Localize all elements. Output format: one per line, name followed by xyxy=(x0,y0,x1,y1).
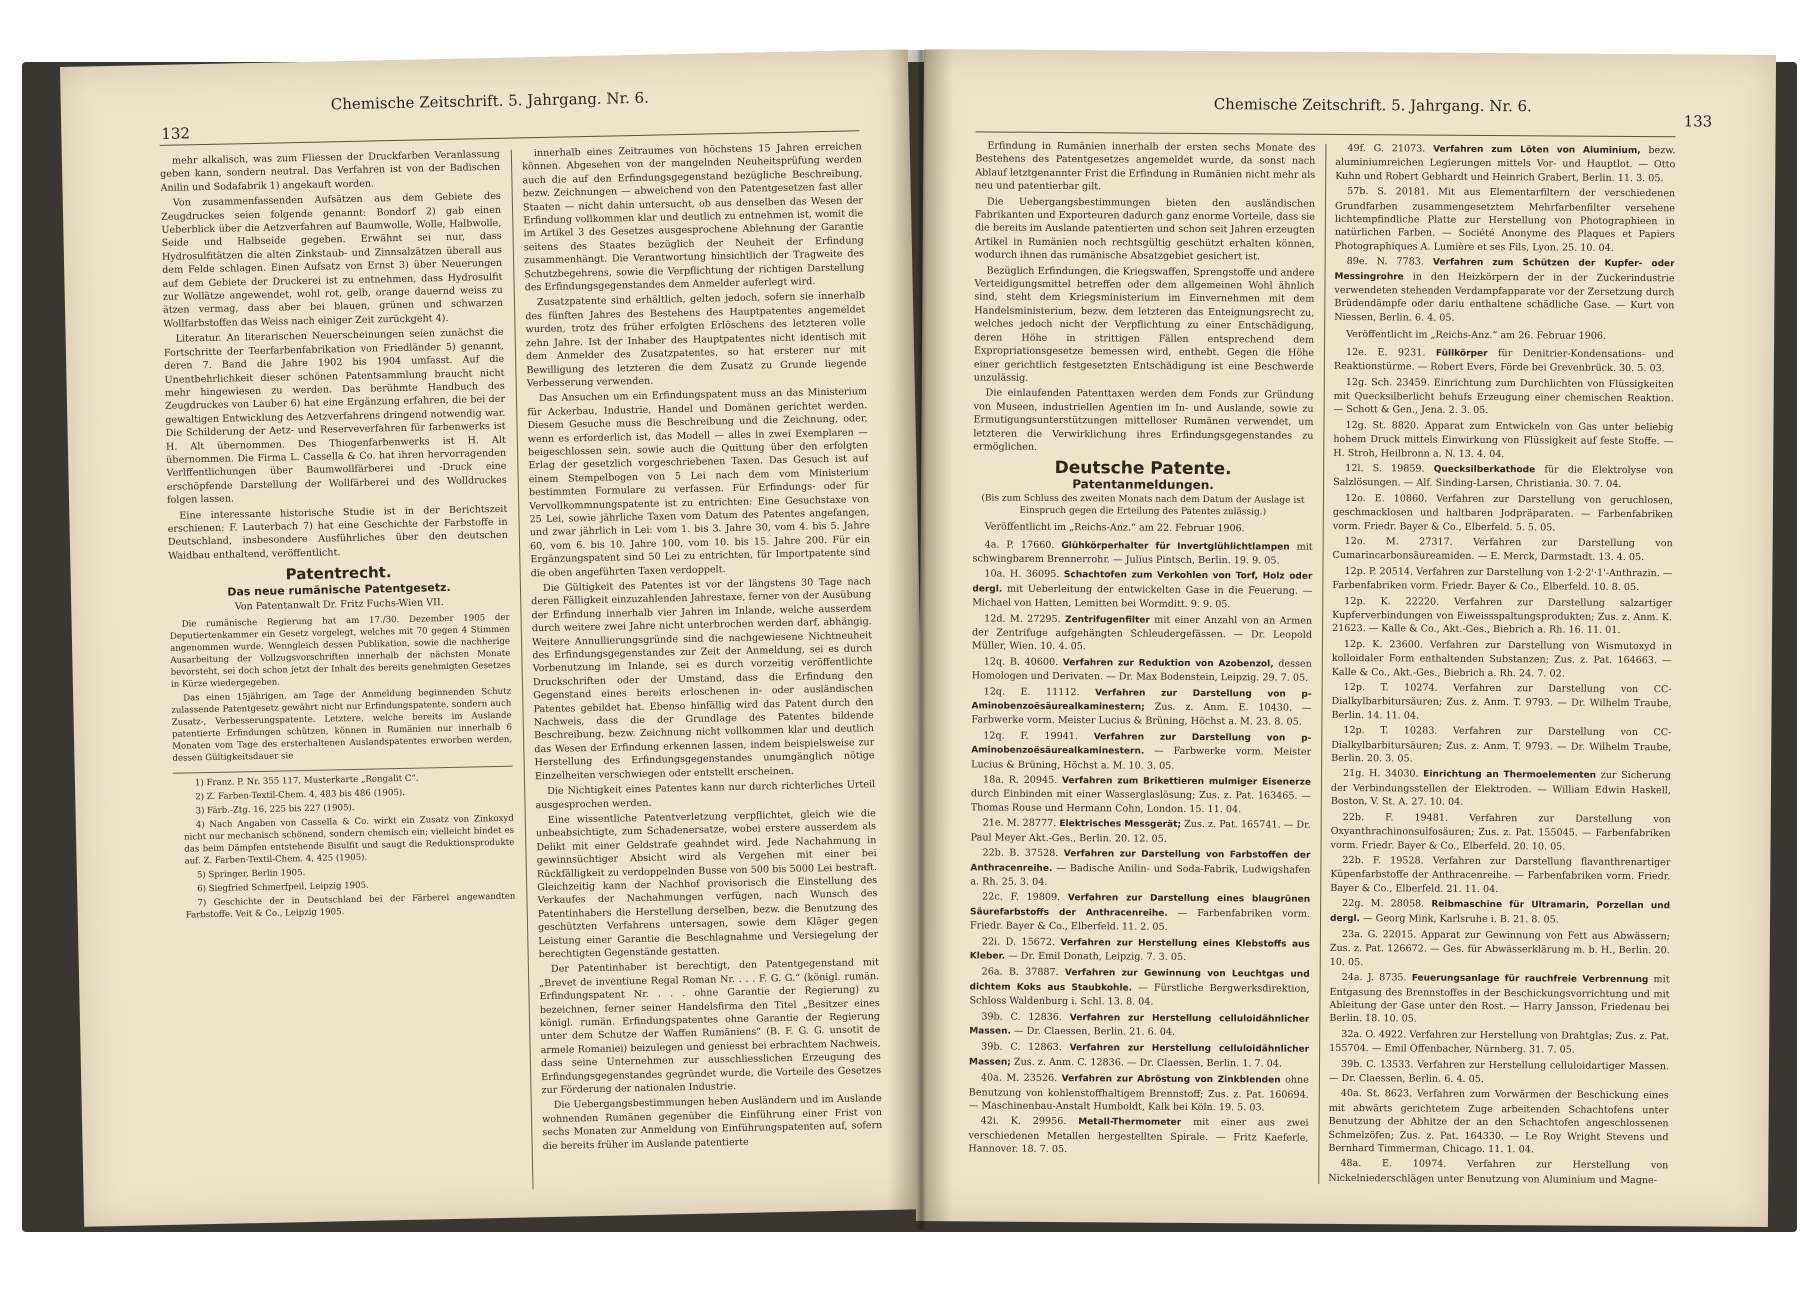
right-page xyxy=(916,49,1776,1227)
patent-number: 39b. C. 12863. xyxy=(981,1041,1062,1054)
patent-number: 12d. M. 27295. xyxy=(984,613,1061,625)
paragraph: Zusatzpatente sind erhältlich, gelten jedoch, sofern sie innerhalb des fünften Jahres des Bestehens des Hauptpatentes angemeldet wurden, trotz des früher erfolgten Erlöschens des letzteren volle zehn Jahre. Ist der Inhaber des Hauptpatentes nicht identisch mit dem Anmelder des Zusatzpatentes, so hat ersterer nur mit Bewilligung des letzteren die dem Zusatz zu Grunde liegende Verbesserung verwenden. xyxy=(525,290,867,390)
patent-number: 32a. O. 4922. xyxy=(1341,1028,1407,1041)
patent-number: 40a. M. 23526. xyxy=(980,1072,1058,1085)
paragraph: Das Ansuchen um ein Erfindungspatent muss an das Ministerium für Ackerbau, Industrie, Handel und Domänen gerichtet werden. Diesem Gesuche muss die Beschreibung und die Zeichnung, oder, wenn es erforderlich ist, das Modell — alles in zwei Exemplaren — beigeschlossen sein, sowie auch die Quittung über den erfolgten Erlag der gesetzlich vorgeschriebenen Taxen. Das Gesuch ist auf einem Stempelbogen von 5 Lei nach dem vom Ministerium bestimmten Formulare zu verfassen. Für Erfindungs- oder für Vervollkommnungspatente ist zu entrichten: Eine Gesuchstaxe von 25 Lei, sowie jährliche Taxen vom Datum des Patentes angefangen, und zwar jährlich in Lei: vom 1. bis 3. Jahre 30, vom 4. bis 5. Jahre 60, vom 6. bis 10. Jahre 100, vom 10. bis 15. Jahre 200. Für ein Ergänzungspatent sind 50 Lei zu entrichten, für Importpatente sind die oben angeführten Taxen verdoppelt. xyxy=(527,386,871,579)
paragraph: Erfindung in Rumänien innerhalb der ersten sechs Monate des Bestehens des Patentgesetzes angemeldet wurde, da sonst nach Ablauf letztgenannter Frist die Erfindung in Rumänien nicht mehr als neu und patentierbar gilt. xyxy=(975,140,1316,193)
patent-number: 12l. S. 19859. xyxy=(1345,462,1425,475)
patent-details: Zus. z. Pat. 165741. — Dr. Paul Meyer Akt.-Ges., Berlin. 20. 12. 05. xyxy=(970,819,1311,845)
patent-entry xyxy=(1334,346,1674,376)
patent-title: Verfahren zur Herstellung celluloidähnlicher Massen. xyxy=(969,1012,1310,1037)
patent-entry xyxy=(1333,492,1673,536)
paragraph: Die Nichtigkeit eines Patentes kann nur durch richterliches Urteil ausgesprochen werden. xyxy=(535,779,876,811)
patent-title: Feuerungsanlage für rauchfreie Verbrennung xyxy=(1411,973,1649,986)
patent-details: — Dr. Claessen, Berlin. 21. 6. 04. xyxy=(1013,1025,1176,1038)
patent-details: Verfahren zur Darstellung salzartiger Kupferverbindungen von Eiweissspaltungsprodukten; Zus. z. Anm. K. 21623. — Kalle & Co., Akt.-Ges., Biebrich a. Rh. 16. 11. 01. xyxy=(1332,596,1673,637)
patent-details: — Badische Anilin- und Soda-Fabrik, Ludwigshafen a. Rh. 25. 3. 04. xyxy=(970,862,1311,888)
patent-details: Verfahren zur Darstellung von geruchlosen, geschmacklosen und haltbaren Jodpräparaten. — Farbenfabriken vorm. Friedr. Bayer & Co., Elberfeld. 5. 5. 05. xyxy=(1332,493,1674,534)
paragraph: Die Uebergangsbestimmungen bieten den ausländischen Fabrikanten und Exporteuren dadurch ganz enorme Vorteile, dass sie die bereits im Auslande patentierten und schon seit Jahren erzeugten Artikel in Rumänien noch rechtsgültig geschützt erhalten können, wodurch ihnen das rumänische Absatzgebiet gesichert ist. xyxy=(974,196,1316,263)
patent-number: 12q. F. 19941. xyxy=(983,730,1079,742)
patent-details: mit schwingbarem Brennerrohr. — Julius Pintsch, Berlin. 19. 9. 05. xyxy=(972,541,1313,567)
right-header-rule xyxy=(976,131,1676,137)
patent-details: Apparat zum Entwickeln von Gas unter beliebig hohem Druck mittels Einwirkung von Flüssigkeit auf feste Stoffe. — H. Stroh, Heilbronn a. N. 13. 4. 04. xyxy=(1333,420,1674,460)
right-column-2 xyxy=(1328,142,1675,1204)
patent-number: 24a. J. 8735. xyxy=(1341,972,1407,984)
patent-details: — Farbenfabriken vorm. Friedr. Bayer & Co., Elberfeld. 11. 2. 05. xyxy=(969,907,1311,933)
patent-details: Zus. z. Anm. E. 10430. — Farbwerke vorm. Meister Lucius & Brüning, Höchst a. M. 23. 8. 05. xyxy=(971,701,1312,729)
patent-entry xyxy=(1334,375,1674,419)
patent-number: 12p. K. 22220. xyxy=(1344,595,1440,608)
patent-entry xyxy=(969,966,1309,1011)
paragraph: Das einen 15jährigen, am Tage der Anmeldung beginnenden Schutz zulassende Patentgesetz gewährt nicht nur Erfindungspatente, sondern auch Zusatz-, Verbesserungspatente. Letztere, welche bereits im Auslande patentierte Erfindungen schützen, können in Rumänien nur innerhalb 6 Monaten vom Tage des ersterhaltenen Auslandspatentes erworben werden, dessen Gültigkeitsdauer sie xyxy=(171,687,513,765)
patent-entry xyxy=(1330,854,1670,898)
patent-title: Verfahren zur Herstellung eines Klebstoffs aus Kleber. xyxy=(969,937,1310,962)
patent-number: 49f. G. 21073. xyxy=(1347,142,1426,155)
patent-title: Verfahren zum Brikettieren mulmiger Eisenerze xyxy=(1062,776,1312,788)
patent-number: 21g. H. 34030. xyxy=(1343,768,1419,780)
right-page-header: Chemische Zeitschrift. 5. Jahrgang. Nr. 6. xyxy=(1213,95,1532,116)
patent-details: Verfahren zur Darstellung von CC-Dialkylbarbitursäuren; Zus. z. Anm. T. 9793. — Dr. Wilhelm Traube, Berlin. 14. 11. 04. xyxy=(1331,682,1672,722)
paragraph: Die rumänische Regierung hat am 17./30. Dezember 1905 der Deputiertenkammer ein Gesetz vorgelegt, welches mit 70 gegen 4 Stimmen angenommen wurde. Wenngleich dessen Publikation, sowie die nachherige Ausarbeitung der Vollzugsvorschriften innerhalb der nächsten Monate bevorsteht, sei doch schon jetzt der Inhalt des bereits genehmigten Gesetzes in Kürze wiedergegeben. xyxy=(169,613,511,691)
patent-number: 48a. E. 10974. xyxy=(1340,1158,1447,1171)
section-subtitle: Das neue rumänische Patentgesetz. xyxy=(227,580,451,599)
left-page-number: 132 xyxy=(161,124,191,143)
right-column-1 xyxy=(968,139,1315,1201)
patent-details: Verfahren zur Darstellung von Cumarincarbonsäureamiden. — E. Merck, Darmstadt. 13. 4. 05. xyxy=(1332,536,1673,564)
paragraph: mehr alkalisch, was zum Fliessen der Druckfarben Veranlassung geben kann, sondern neutral. Das Verfahren ist von der Badischen Anilin und Sodafabrik 1) angekauft worden. xyxy=(160,148,501,194)
patent-details: für die Elektrolyse von Salzlösungen. — Alf. Sinding-Larsen, Christiania. 30. 7. 04. xyxy=(1333,464,1674,491)
patent-entry xyxy=(1332,638,1672,682)
paragraph: Der Patentinhaber ist berechtigt, den Patentgegenstand mit „Brevet de inventiune Regal Roman Nr. . . . F. G. G.“ (königl. rumän. Erfindungspatent Nr. . . . ohne Garantie der Regierung) zu bezeichnen, ferner seiner Handelsfirma den Titel „Besitzer eines königl. rumän. Erfindungspatentes ohne Garantie der Regierung unter dem Schutze der Waffen Rumäniens“ (B. F. G. G. unsotit de armele Romaniei) beizulegen und geniesst bei erbrachtem Nachweis, dass seine Unternehmen zur ausschliesslichen Erzeugung des Erfindungsgegenstandes gegründet wurde, die Vorteile des Gesetzes zur Förderung der nationalen Industrie. xyxy=(539,957,882,1097)
patent-details: mit Entgasung des Brennstoffes in der Beschickungsvorrichtung und mit Ableitung der Gase unter den Rost. — Harry Jansson, Friedenau bei Berlin. 18. 10. 05. xyxy=(1329,974,1670,1025)
paragraph: Eine interessante historische Studie ist in der Berichtszeit erschienen: F. Lauterbach 7) hat eine Geschichte der Farbstoffe in Deutschland, insbesondere Ausführliches über den deutschen Waidbau enthaltend, veröffentlicht. xyxy=(167,503,508,562)
footnote: 3) Färb.-Ztg. 16, 225 bis 227 (1905). xyxy=(195,803,355,817)
patent-list xyxy=(1328,346,1674,1188)
book-gutter xyxy=(888,50,952,1230)
patent-entry xyxy=(1332,594,1672,638)
patent-number: 18a. R. 20945. xyxy=(982,774,1058,787)
patent-entry xyxy=(1333,419,1673,463)
author-byline: Von Patentanwalt Dr. Fritz Fuchs-Wien VII. xyxy=(234,597,444,613)
patent-details: Verfahren zur Darstellung flavanthrenartiger Küpenfarbstoffe der Anthracenreihe. — Farbenfabriken vorm. Friedr. Bayer & Co., Elberfeld. 21. 11. 04. xyxy=(1330,855,1671,895)
patent-details: in den Heizkörpern der in der Zuckerindustrie verwendeten stehenden Verdampfapparate vor der Zersetzung durch Brüdendämpfe oder dariu enthaltene schädliche Gase. — Kurt von Niessen, Berlin. 6. 4. 05. xyxy=(1334,271,1675,324)
patent-entry xyxy=(1333,462,1673,492)
patent-entry xyxy=(971,817,1311,847)
patent-entry xyxy=(1328,1157,1668,1187)
patent-entry xyxy=(972,568,1312,613)
patent-entry xyxy=(1330,897,1670,928)
patent-title: Verfahren zum Schützen der Kupfer- oder Messingrohre xyxy=(1334,257,1675,283)
patent-entry xyxy=(970,846,1310,891)
patent-number: 12p. K. 23600. xyxy=(1343,638,1424,651)
left-column-1 xyxy=(160,148,522,1205)
patent-title: Verfahren zur Darstellung von p-Aminobenzoësäurealkaminestern. xyxy=(971,732,1312,757)
publication-date-line: Veröffentlicht im „Reichs-Anz.“ am 22. Februar 1906. xyxy=(984,521,1245,535)
patent-details: Apparat zur Gewinnung von Fett aus Abwässern; Zus. z. Pat. 126672. — Ges. für Abwässerklärung m. b. H., Berlin. 20. 10. 05. xyxy=(1329,929,1670,968)
patent-entry xyxy=(971,729,1311,774)
patent-title: Verfahren zur Herstellung celluloidähnlicher Massen; xyxy=(968,1043,1310,1068)
footnote: 4) Nach Angaben von Cassella & Co. wirkt ein Zusatz von Zinkoxyd nicht nur mechanisch schönend, sondern chemisch ein; vielleicht bindet es das beim Dämpfen entstehende Bisulfit und saugt die Reduktionsprodukte auf. Z. Farben-Textil-Chem. 4, 425 (1905). xyxy=(184,814,515,867)
patent-number: 22i. D. 15672. xyxy=(981,935,1056,948)
patent-title: Schachtofen zum Verkohlen von Torf, Holz oder dergl. xyxy=(972,570,1313,595)
objection-note: (Bis zum Schluss des zweiten Monats nach dem Datum der Auslage ist Einspruch gegen die Erteilung des Patentes zulässig.) xyxy=(981,493,1305,518)
section-subtitle: Patentanmeldungen. xyxy=(1072,476,1214,492)
footnote: 5) Springer, Berlin 1905. xyxy=(196,868,306,881)
patent-details: Einrichtung zum Durchlichten von Flüssigkeiten mit Quecksilberlicht behufs Erzeugung einer chemischen Reaktion. — Schott & Gen., Jena. 2. 3. 05. xyxy=(1333,377,1674,417)
patent-number: 89e. N. 7783. xyxy=(1346,256,1424,268)
patent-number: 12q. E. 11112. xyxy=(983,686,1080,698)
patent-title: Elektrisches Messgerät; xyxy=(1059,819,1182,831)
patent-title: Einrichtung an Thermoelementen xyxy=(1423,770,1597,782)
patent-title: Verfahren zum Löten von Aluminium, xyxy=(1433,144,1641,157)
patent-details: Verfahren zur Herstellung von Nickelniederschlägen unter Benutzung von Aluminium und Magne- xyxy=(1328,1159,1669,1187)
left-page-header: Chemische Zeitschrift. 5. Jahrgang. Nr. 6. xyxy=(330,88,650,114)
patent-title: Verfahren zur Gewinnung von Leuchtgas und dichtem Koks aus Staubkohle. xyxy=(969,968,1310,994)
patent-number: 57b. S. 20181. xyxy=(1347,186,1430,198)
patent-entry xyxy=(970,891,1310,936)
patent-number: 12p. T. 10283. xyxy=(1343,725,1438,737)
left-column-2 xyxy=(522,140,884,1197)
patent-details: ohne Benutzung von kohlenstoffhaltigem Brennstoff; Zus. z. Pat. 160694. — Maschinenbau-Anstalt Humboldt, Kalk bei Köln. 19. 5. 03. xyxy=(968,1074,1309,1114)
patent-entry xyxy=(969,1072,1309,1116)
paragraph: Die einlaufenden Patenttaxen werden dem Fonds zur Gründung von Museen, industriellen Agentien im In- und Auslande, sowie zu Ermutigungsunterstützungen mittelloser Rumänen verwendet, um letzteren die Verwirklichung ihres Erfindungsgegenstandes zu ermöglichen. xyxy=(973,387,1314,453)
patent-list xyxy=(1334,142,1675,327)
patent-details: Verfahren zum Vorwärmen der Beschickung eines mit abwärts gerichtetem Zuge arbeitenden Schachtofens unter Benutzung der Abhitze der an den Schachtofen angeschlossenen Schmelzöfen; Zus. z. Pat. 164330. — Le Roy Wright Stevens und Bernhard Timmerman, Chicago. 11. 1. 04. xyxy=(1328,1088,1669,1156)
patent-number: 22b. F. 19481. xyxy=(1342,811,1449,824)
patent-title: Quecksilberkathode xyxy=(1433,464,1536,476)
patent-entry xyxy=(1329,1057,1669,1087)
patent-entry xyxy=(969,1041,1309,1072)
patent-title: Zentrifugenfilter xyxy=(1065,614,1150,626)
patent-title: Reibmaschine für Ultramarin, Porzellan und dergl. xyxy=(1330,899,1671,924)
patent-title: Verfahren zur Reduktion von Azobenzol, xyxy=(1062,657,1274,670)
patent-entry xyxy=(1331,724,1671,768)
patent-entry xyxy=(1331,767,1671,811)
patent-details: — Georg Mink, Karlsruhe i. B. 21. 8. 05. xyxy=(1363,912,1559,926)
patent-entry xyxy=(971,773,1311,817)
patent-details: Zus. z. Anm. C. 12836. — Dr. Claessen, Berlin. 1. 7. 04. xyxy=(1013,1056,1283,1070)
patent-details: dessen Homologen und Derivaten. — Dr. Max Bodenstein, Leipzig. 29. 7. 05. xyxy=(971,658,1312,684)
patent-title: Glühkörperhalter für Invertglühlichtlampen xyxy=(1061,540,1290,553)
footnote: 6) Siegfried Schmerfpeil, Leipzig 1905. xyxy=(197,881,369,895)
patent-number: 12p. T. 10274. xyxy=(1343,682,1438,694)
patent-number: 12o. E. 10860. xyxy=(1344,492,1428,505)
patent-details: für Denitrier-Kondensations- und Reaktionstürme. — Robert Evers, Förde bei Grevenbrück. 30. 5. 03. xyxy=(1333,347,1675,375)
footnote: 2) Z. Farben-Textil-Chem. 4, 483 bis 486 (1905). xyxy=(195,788,406,803)
patent-title: Füllkörper xyxy=(1435,348,1488,359)
patent-details: mit Ueberleitung der entwickelten Gase in die Feuerung. — Michael von Hatten, Lemitten bei Wormditt. 9. 9. 05. xyxy=(972,583,1313,611)
patent-number: 40a. St. 8623. xyxy=(1340,1088,1413,1100)
footnote: 1) Franz. P. Nr. 355 117, Musterkarte „Rongalit C“. xyxy=(194,774,419,789)
patent-number: 12g. Sch. 23459. xyxy=(1345,376,1430,389)
patent-entry xyxy=(970,935,1310,966)
patent-title: Verfahren zur Abröstung von Zinkblenden xyxy=(1061,1074,1281,1086)
patent-title: Metall-Thermometer xyxy=(1078,1117,1182,1129)
patent-list xyxy=(968,538,1312,1158)
patent-details: durch Einbinden mit einer Wasserglaslösung; Zus. z. Pat. 163465. — Thomas Rouse und Hermann Cohn, London. 15. 11. 04. xyxy=(970,788,1311,816)
patent-entry xyxy=(1335,142,1675,186)
patent-details: Verfahren zur Darstellung von Oxyanthrachinonsulfosäuren; Zus. z. Pat. 155045. — Farbenfabriken vorm. Friedr. Bayer & Co., Elberfeld. 20. 10. 05. xyxy=(1330,812,1671,853)
paragraph: Bezüglich Erfindungen, die Kriegswaffen, Sprengstoffe und andere Verteidigungsmittel betreffen oder dem allgemeinen Wohl ähnlich sind, steht dem Kriegsministerium im Einvernehmen mit dem Handelsministerium, bezw. dem letzteren das Enteignungsrecht zu, welches jedoch nicht der Verpflichtung zu einer Entschädigung, deren Höhe in strittigen Fällen entsprechend dem Expropriationsgesetze bemessen wird, enthebt. Gegen die Höhe einer gerichtlich festgesetzten Entschädigung ist eine Beschwerde unzulässig. xyxy=(973,265,1315,384)
patent-details: bezw. aluminiumreichen Legierungen mittels Vor- und Hauptlot. — Otto Kuhn und Robert Gebhardt und Heinrich Grabert, Berlin. 11. 3. 05. xyxy=(1335,145,1676,185)
patent-details: Verfahren zur Darstellung von Wismutoxyd in kolloidaler Form enthaltenden Substanzen; Zus. z. Pat. 164663. — Kalle & Co., Akt.-Ges., Biebrich a. Rh. 24. 7. 02. xyxy=(1331,639,1672,680)
publication-date-line: Veröffentlicht im „Reichs-Anz.“ am 26. Februar 1906. xyxy=(1346,329,1607,343)
patent-number: 12p. P. 20514. xyxy=(1344,565,1414,578)
patent-entry xyxy=(972,538,1312,568)
patent-entry xyxy=(1335,185,1675,255)
paragraph: innerhalb eines Zeitraumes von höchstens 15 Jahren erreichen können. Abgesehen von der mangelnden Neuheitsprüfung werden auch die auf den Erfindungsgegenstand bezügliche Beschreibung, bezw. Zeichnungen — abweichend von den Patentgesetzen fast aller Staaten — nicht dahin untersucht, ob aus denselben das Wesen der Erfindung vollkommen klar und deutlich zu entnehmen ist, womit die im Artikel 3 des Gesetzes ausgesprochene Ablehnung der Garantie seitens des Staates bezüglich der Neuheit der Erfindung zusammenhängt. Die Verantwortung hinsichtlich der Tragweite des Schutzbegehrens, sowie die Verpflichtung der richtigen Darstellung des Erfindungsgegenstandes dem Anmelder auferlegt wird. xyxy=(522,141,865,294)
patent-details: — Dr. Emil Donath, Leipzig. 7. 3. 05. xyxy=(1008,950,1187,963)
patent-title: Verfahren zur Darstellung eines blaugrünen Säurefarbstoffs der Anthracenreihe. xyxy=(970,893,1311,919)
patent-number: 12e. E. 9231. xyxy=(1345,346,1426,359)
paragraph: Die Gültigkeit des Patentes ist vor der längstens 30 Tage nach deren Fälligkeit einzuzahlenden Jahrestaxe, ferner von der Ausübung der Erfindung innerhalb vier Jahren im Inlande, welche ausserdem durch weitere zwei Jahre nicht unterbrochen werden darf, abhängig. Weitere Annullierungsgründe sind die nachgewiesene Nichtneuheit des Erfindungsgegenstandes zur Zeit der Anmeldung, sei es durch Vorbenutzung im Inlande, sei es durch vorzeitig veröffentlichte Druckschriften oder der Umstand, dass die Erfindung den Gegenstand eines bereits erloschenen in- oder ausländischen Patentes gebildet hat. Ebenso hinfällig wird das Patent durch den Nachweis, dass die der Grundlage des Patentes bildende Beschreibung, bezw. Zeichnung nicht vollkommen klar und deutlich das Wesen der Erfindung erkennen lassen, indem beispielsweise zur Herstellung des Erfindungsgegenstandes unumgänglich nötige Einzelheiten verschwiegen oder entstellt erscheinen. xyxy=(531,576,875,782)
patent-number: 39b. C. 13533. xyxy=(1340,1058,1414,1071)
patent-number: 22c. F. 19809. xyxy=(982,891,1061,904)
patent-details: zur Sicherung der Verbindungsstellen der Elektroden. — William Edwin Haskell, Boston, V. St. A. 27. 10. 04. xyxy=(1330,770,1672,809)
patent-number: 4a. P. 17660. xyxy=(984,539,1055,551)
patent-entry xyxy=(971,685,1311,730)
patent-details: — Fürstliche Bergwerksdirektion, Schloss Waldenburg i. Schl. 13. 8. 04. xyxy=(969,982,1310,1008)
patent-entry xyxy=(1331,811,1671,855)
patent-entry xyxy=(1332,565,1672,595)
patent-entry xyxy=(1331,681,1671,725)
patent-details: Verfahren zur Darstellung von CC-Dialkylbarbitursäuren; Zus. z. Anm. T. 9793. — Dr. Wilhelm Traube, Berlin. 20. 3. 05. xyxy=(1331,725,1672,765)
paragraph: Die Uebergangsbestimmungen heben Ausländern und im Auslande wohnenden Rumänen gegenüber die Einführung einer Frist von sechs Monaten zur Anmeldung von Einführungspatenten auf, sofern die bereits früher im Auslande patentierte xyxy=(541,1093,883,1152)
patent-number: 21e. M. 28777. xyxy=(982,817,1057,830)
paragraph: Eine wissentliche Patentverletzung verpflichtet, gleich wie die unbeabsichtigte, zum Schadenersatze, wobei erstere ausserdem als Delikt mit einer Geldstrafe geahndet wird. Jede Nachahmung in gewinnsüchtiger Absicht wird als Vergehen mit einer bei Rückfälligkeit zu verdoppelnden Busse von 500 bis 5000 Lei bestraft. Gleichzeitig kann der Nachhof provisorisch die Einstellung des Verkaufes der Nachahmungen verfügen, nach Wunsch des Patentinhabers die Herstellung derselben, bezw. die Benutzung des geschützten Verfahrens untersagen, sowie dem Kläger gegen Leistung einer Garantie die Beschlagnahme und Versiegelung der berechtigten Gegenstände gestatten. xyxy=(535,807,879,961)
patent-entry xyxy=(1330,928,1670,972)
paragraph: Von zusammenfassenden Aufsätzen aus dem Gebiete des Zeugdruckes seien folgende genannt: Bondorf 2) gab einen Ueberblick über die Aetzverfahren auf Baumwolle, Wolle, Halbwolle, Seide und Halbseide gegeben. Erwähnt sei nur, dass Hydrosulfitätzen die alten Zinkstaub- und Zinnsalzätzen überall aus dem Felde schlagen. Einen Aufsatz von Ernst 3) über Neuerungen auf dem Gebiete der Druckerei ist zu entnehmen, dass Hydrosulfit zur Wollätze angewendet, wohl rot, gelb, orange dauernd weiss zu ätzen vermag, dass aber bei blauen, grünen und schwarzen Wollfarbstoffen das Weiss nach einiger Zeit zurückgeht 4). xyxy=(160,191,504,330)
patent-number: 12g. St. 8820. xyxy=(1345,419,1420,432)
patent-number: 42i. K. 29956. xyxy=(980,1115,1067,1128)
patent-details: Verfahren zur Darstellung von 1·2·2'·1'-Anthrazin. — Farbenfabriken vorm. Friedr. Bayer & Co., Elberfeld. 10. 8. 05. xyxy=(1332,566,1673,594)
patent-entry xyxy=(1328,1087,1668,1157)
patent-entry xyxy=(968,1115,1308,1159)
section-title-deutsche-patente: Deutsche Patente. xyxy=(1054,458,1232,480)
patent-title: Verfahren zur Darstellung von p-Aminobenzoësäurealkaminestern; xyxy=(971,687,1312,713)
patent-details: — Farbwerke vorm. Meister Lucius & Brüning, Höchst a. M. 10. 3. 05. xyxy=(971,745,1312,772)
patent-number: 12q. B. 40600. xyxy=(983,656,1059,668)
patent-entry xyxy=(972,655,1312,685)
paragraph: Literatur. An literarischen Neuerscheinungen seien zunächst die Fortschritte der Teerfarbenfabrikation von Friedländer 5) genannt, deren 7. Band die Jahre 1902 bis 1904 umfasst. Auf die Unentbehrlichkeit dieser schönen Patentsammlung braucht nicht mehr hingewiesen zu werden. Das berühmte Handbuch des Zeugdruckes von Lauber 6) hat eine Ergänzung erfahren, die bei der gewaltigen Entwicklung des Aetzverfahrens dringend notwendig war. Die Schilderung der Aetz- und Reserveverfahren für farbenwerks ist H. Alt übernommen. Des Thiogenfarbenwerks ist H. Alt übernommen. Die Firma L. Cassella & Co. hat ihren hervorragenden Verlffentlichungen über Baumwollfärberei und -Druck eine erschöpfende Darstellung der Wollfärberei und des Wolldruckes folgen lassen. xyxy=(163,327,507,507)
column-divider xyxy=(1318,144,1326,1184)
footnote: 7) Geschichte der in Deutschland bei der Färberei angewandten Farbstoffe. Veit & Co., Leipzig 1905. xyxy=(185,892,516,921)
patent-entry xyxy=(1329,1028,1669,1058)
patent-number: 39b. C. 12836. xyxy=(981,1011,1063,1023)
patent-title: Verfahren zur Darstellung von Farbstoffen der Anthracenreihe. xyxy=(970,849,1311,874)
patent-number: 22g. M. 28058. xyxy=(1342,898,1425,910)
patent-entry xyxy=(1333,535,1673,565)
patent-details: mit einer Anzahl von an Armen der Zentrifuge aufgehängten Schleudergefässen. — Dr. Leopold Müller, Wien. 10. 4. 05. xyxy=(971,614,1313,653)
patent-details: Mit aus Elementarfiltern der verschiedenen Grundfarben zusammengesetztem Mehrfarbenfilter versehene lichtempfindliche Platte zur Herstellung von Photographieen in natürlichen Farben. — Société Anonyme des Plaques et Papiers Photographiques A. Lumière et ses Fils, Lyon. 25. 10. 04. xyxy=(1334,186,1676,254)
footnotes xyxy=(173,766,516,922)
patent-entry xyxy=(1334,255,1674,326)
patent-entry xyxy=(972,612,1312,656)
section-title-patentrecht: Patentrecht. xyxy=(285,563,392,584)
patent-entry xyxy=(1329,971,1669,1028)
patent-number: 12o. M. 27317. xyxy=(1344,535,1453,548)
patent-entry xyxy=(969,1010,1309,1041)
patent-number: 10a. H. 36095. xyxy=(984,568,1060,581)
patent-number: 26a. B. 37887. xyxy=(981,966,1059,979)
patent-number: 22b. B. 37528. xyxy=(982,847,1059,860)
patent-details: Verfahren zur Herstellung von Drahtglas; Zus. z. Pat. 155704. — Emil Offenbacher, Nürnberg. 31. 7. 05. xyxy=(1329,1029,1670,1056)
patent-number: 23a. G. 22015. xyxy=(1341,928,1417,941)
left-page xyxy=(60,49,932,1227)
patent-number: 22b. F. 19528. xyxy=(1342,854,1424,867)
patent-details: Verfahren zur Herstellung celluloidartiger Massen. — Dr. Claessen, Berlin. 6. 4. 05. xyxy=(1328,1059,1670,1085)
patent-details: mit einer aus zwei verschiedenen Metallen hergestellten Spirale. — Fritz Kaeferle, Hannover. 18. 7. 05. xyxy=(968,1117,1309,1156)
right-page-number: 133 xyxy=(1683,112,1713,131)
